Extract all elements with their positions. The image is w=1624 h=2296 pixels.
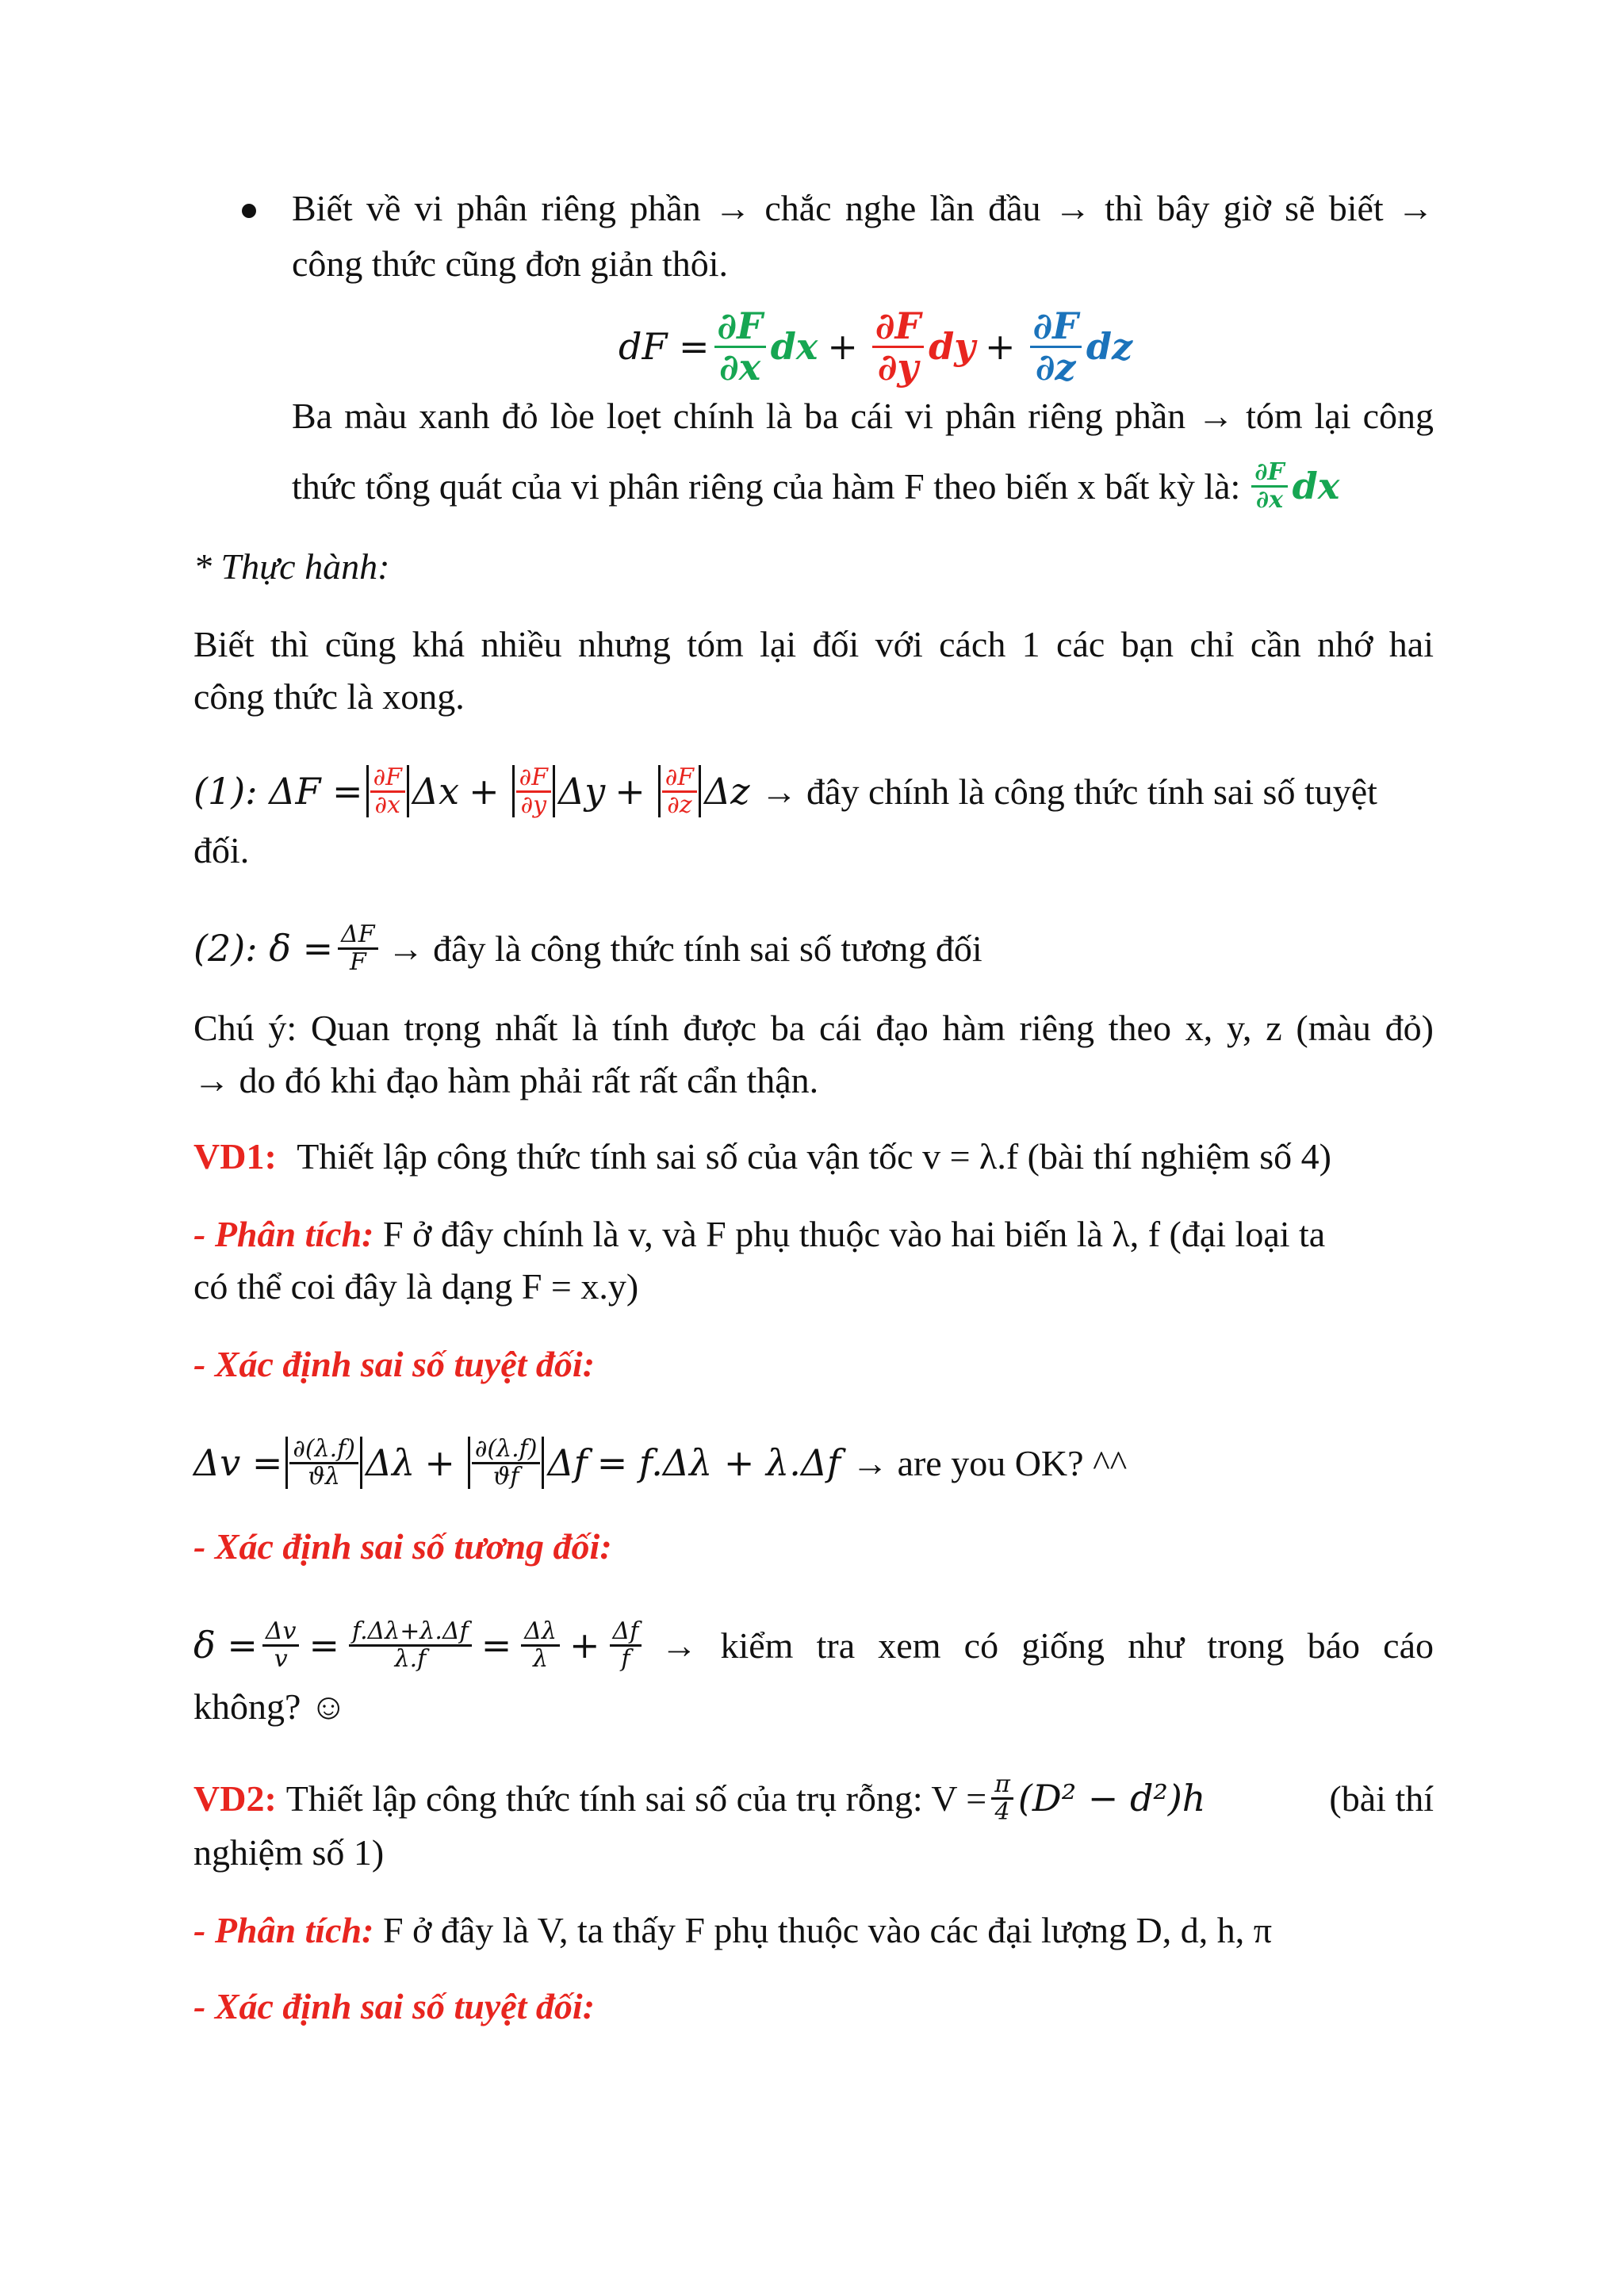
bullet-line-2: công thức cũng đơn giản thôi. bbox=[292, 243, 729, 284]
delta-f: Δf bbox=[547, 1441, 588, 1484]
equals-sign: = bbox=[308, 1624, 340, 1667]
practice-heading: * Thực hành: bbox=[193, 546, 390, 587]
abs-dfdz bbox=[658, 765, 701, 817]
plus-sign: + bbox=[424, 1441, 455, 1484]
delta-y: Δy bbox=[557, 770, 606, 813]
fraction-dlambda-lambda: $\frac{\Delta\lambda}{\lambda}$ bbox=[521, 1619, 560, 1671]
note-line-1: Chú ý: Quan trọng nhất là tính được ba cái đạo hàm riêng theo x, y, z (màu đỏ) bbox=[193, 1008, 1434, 1048]
vd1-abs-tail: → are you OK? ^^ bbox=[852, 1442, 1128, 1483]
vd1-analysis-2: có thể coi đây là dạng F = x.y) bbox=[193, 1266, 639, 1307]
fraction-dfdx: $\frac{\partial F}{\partial x}$ bbox=[714, 307, 766, 386]
fraction-df-f: $\frac{\Delta f}{f}$ bbox=[610, 1619, 642, 1671]
vd2-analysis-label: - Phân tích: bbox=[193, 1910, 374, 1950]
inline-dx: dx bbox=[1292, 465, 1340, 507]
practice-intro-2: công thức là xong. bbox=[193, 676, 465, 717]
formula-1 bbox=[193, 752, 1434, 831]
fraction-dv-v: $\frac{\Delta v}{v}$ bbox=[262, 1619, 300, 1671]
vd1-analysis-text: F ở đây chính là v, và F phụ thuộc vào hai biến là λ, f (đại loại ta bbox=[382, 1214, 1326, 1254]
abs-dlambda bbox=[285, 1437, 362, 1489]
fraction-inline-dfdx: $\frac{\partial F}{\partial x}$ bbox=[1251, 460, 1287, 512]
formula-2 bbox=[193, 909, 982, 988]
fraction-df-over-f: $\frac{\Delta F}{F}$ bbox=[338, 922, 377, 974]
vd1-abs-rhs: = f.Δλ + λ.Δf bbox=[596, 1441, 841, 1484]
fraction-sum-over-product: $\frac{f.\Delta\lambda+\lambda.\Delta f}{\lambda.f}$ bbox=[349, 1619, 472, 1671]
vd1-abs-lhs: Δv = bbox=[193, 1441, 283, 1484]
formula-2-text: → đây là công thức tính sai số tương đối bbox=[387, 928, 982, 969]
vd2-tail: (bài thí bbox=[1329, 1777, 1434, 1819]
formula-2-label: (2): δ = bbox=[193, 927, 334, 970]
plus-sign: + bbox=[985, 325, 1016, 368]
term-dx: dx bbox=[770, 325, 818, 368]
vd1-rel-tail-2: không? ☺ bbox=[193, 1686, 347, 1727]
vd1-abs-heading: - Xác định sai số tuyệt đối: bbox=[193, 1344, 596, 1384]
delta-x: Δx bbox=[412, 770, 460, 813]
bullet-line-4-text: thức tổng quát của vi phân riêng của hàm F theo biến x bất kỳ là: bbox=[292, 465, 1241, 507]
equals-sign: = bbox=[481, 1624, 512, 1667]
vd1-rel-lhs: δ = bbox=[193, 1624, 258, 1667]
vd1-text: Thiết lập công thức tính sai số của vận tốc v = λ.f (bài thí nghiệm số 4) bbox=[297, 1136, 1331, 1177]
term-dz: dz bbox=[1086, 325, 1133, 368]
fraction-dlambdaf-dlambda: $\frac{\partial(\lambda.f)}{ϑ\lambda}$ bbox=[289, 1437, 358, 1489]
formula-1-text-2: đối. bbox=[193, 830, 250, 871]
vd1-analysis bbox=[193, 1213, 1434, 1255]
vd2-line bbox=[193, 1758, 1434, 1838]
bullet-line-4 bbox=[292, 450, 1339, 522]
vd2-text: Thiết lập công thức tính sai số của trụ rỗng: V = bbox=[285, 1777, 987, 1819]
main-formula-lhs: dF = bbox=[619, 325, 710, 368]
plus-sign: + bbox=[827, 325, 858, 368]
fraction-dlambdaf-df: $\frac{\partial(\lambda.f)}{ϑf}$ bbox=[472, 1437, 541, 1489]
abs-df bbox=[468, 1437, 545, 1489]
plus-sign: + bbox=[469, 770, 500, 813]
plus-sign: + bbox=[615, 770, 645, 813]
delta-z: Δz bbox=[704, 770, 750, 813]
plus-sign: + bbox=[569, 1624, 600, 1667]
fraction-pi-over-4: $\frac{\pi}{4}$ bbox=[991, 1772, 1013, 1824]
vd1-analysis-label: - Phân tích: bbox=[193, 1214, 374, 1254]
bullet-line-3: Ba màu xanh đỏ lòe loẹt chính là ba cái vi phân riêng phần → tóm lại công bbox=[292, 396, 1434, 436]
abs-dfdx bbox=[366, 765, 409, 817]
main-formula bbox=[619, 295, 1132, 398]
vd2-abs-heading: - Xác định sai số tuyệt đối: bbox=[193, 1986, 596, 2026]
bullet-dot bbox=[242, 204, 256, 218]
note-line-2: → do đó khi đạo hàm phải rất rất cẩn thận. bbox=[193, 1060, 819, 1100]
vd2-label: VD2: bbox=[193, 1777, 277, 1819]
fraction-dfdy: $\frac{\partial F}{\partial y}$ bbox=[872, 307, 924, 386]
vd1-rel-heading: - Xác định sai số tương đối: bbox=[193, 1526, 612, 1567]
formula-1-text: → đây chính là công thức tính sai số tuyệt bbox=[760, 771, 1377, 812]
fraction-dfdz-red: $\frac{\partial F}{\partial z}$ bbox=[662, 765, 697, 817]
vd2-line-2: nghiệm số 1) bbox=[193, 1832, 385, 1873]
vd1-abs-formula bbox=[193, 1419, 1127, 1506]
delta-lambda: Δλ bbox=[365, 1441, 416, 1484]
bullet-line-1: Biết về vi phân riêng phần → chắc nghe lần đầu → thì bây giờ sẽ biết → bbox=[292, 188, 1434, 228]
abs-dfdy bbox=[512, 765, 555, 817]
vd1-label: VD1: bbox=[193, 1136, 277, 1177]
term-dy: dy bbox=[929, 325, 976, 368]
fraction-dfdy-red: $\frac{\partial F}{\partial y}$ bbox=[516, 765, 551, 817]
fraction-dfdz: $\frac{\partial F}{\partial z}$ bbox=[1030, 307, 1082, 386]
vd1-rel-formula bbox=[193, 1601, 1434, 1689]
practice-intro-1: Biết thì cũng khá nhiều nhưng tóm lại đối với cách 1 các bạn chỉ cần nhớ hai bbox=[193, 624, 1434, 664]
formula-1-label: (1): ΔF = bbox=[193, 770, 363, 813]
vd1-line bbox=[193, 1135, 1331, 1177]
vd1-rel-tail: → kiểm tra xem có giống như trong báo cáo bbox=[661, 1624, 1434, 1666]
vd2-expr: (D² − d²)h bbox=[1017, 1777, 1206, 1820]
fraction-dfdx-red: $\frac{\partial F}{\partial x}$ bbox=[370, 765, 405, 817]
vd2-analysis bbox=[193, 1909, 1272, 1951]
vd2-analysis-text: F ở đây là V, ta thấy F phụ thuộc vào các đại lượng D, d, h, π bbox=[382, 1910, 1272, 1950]
